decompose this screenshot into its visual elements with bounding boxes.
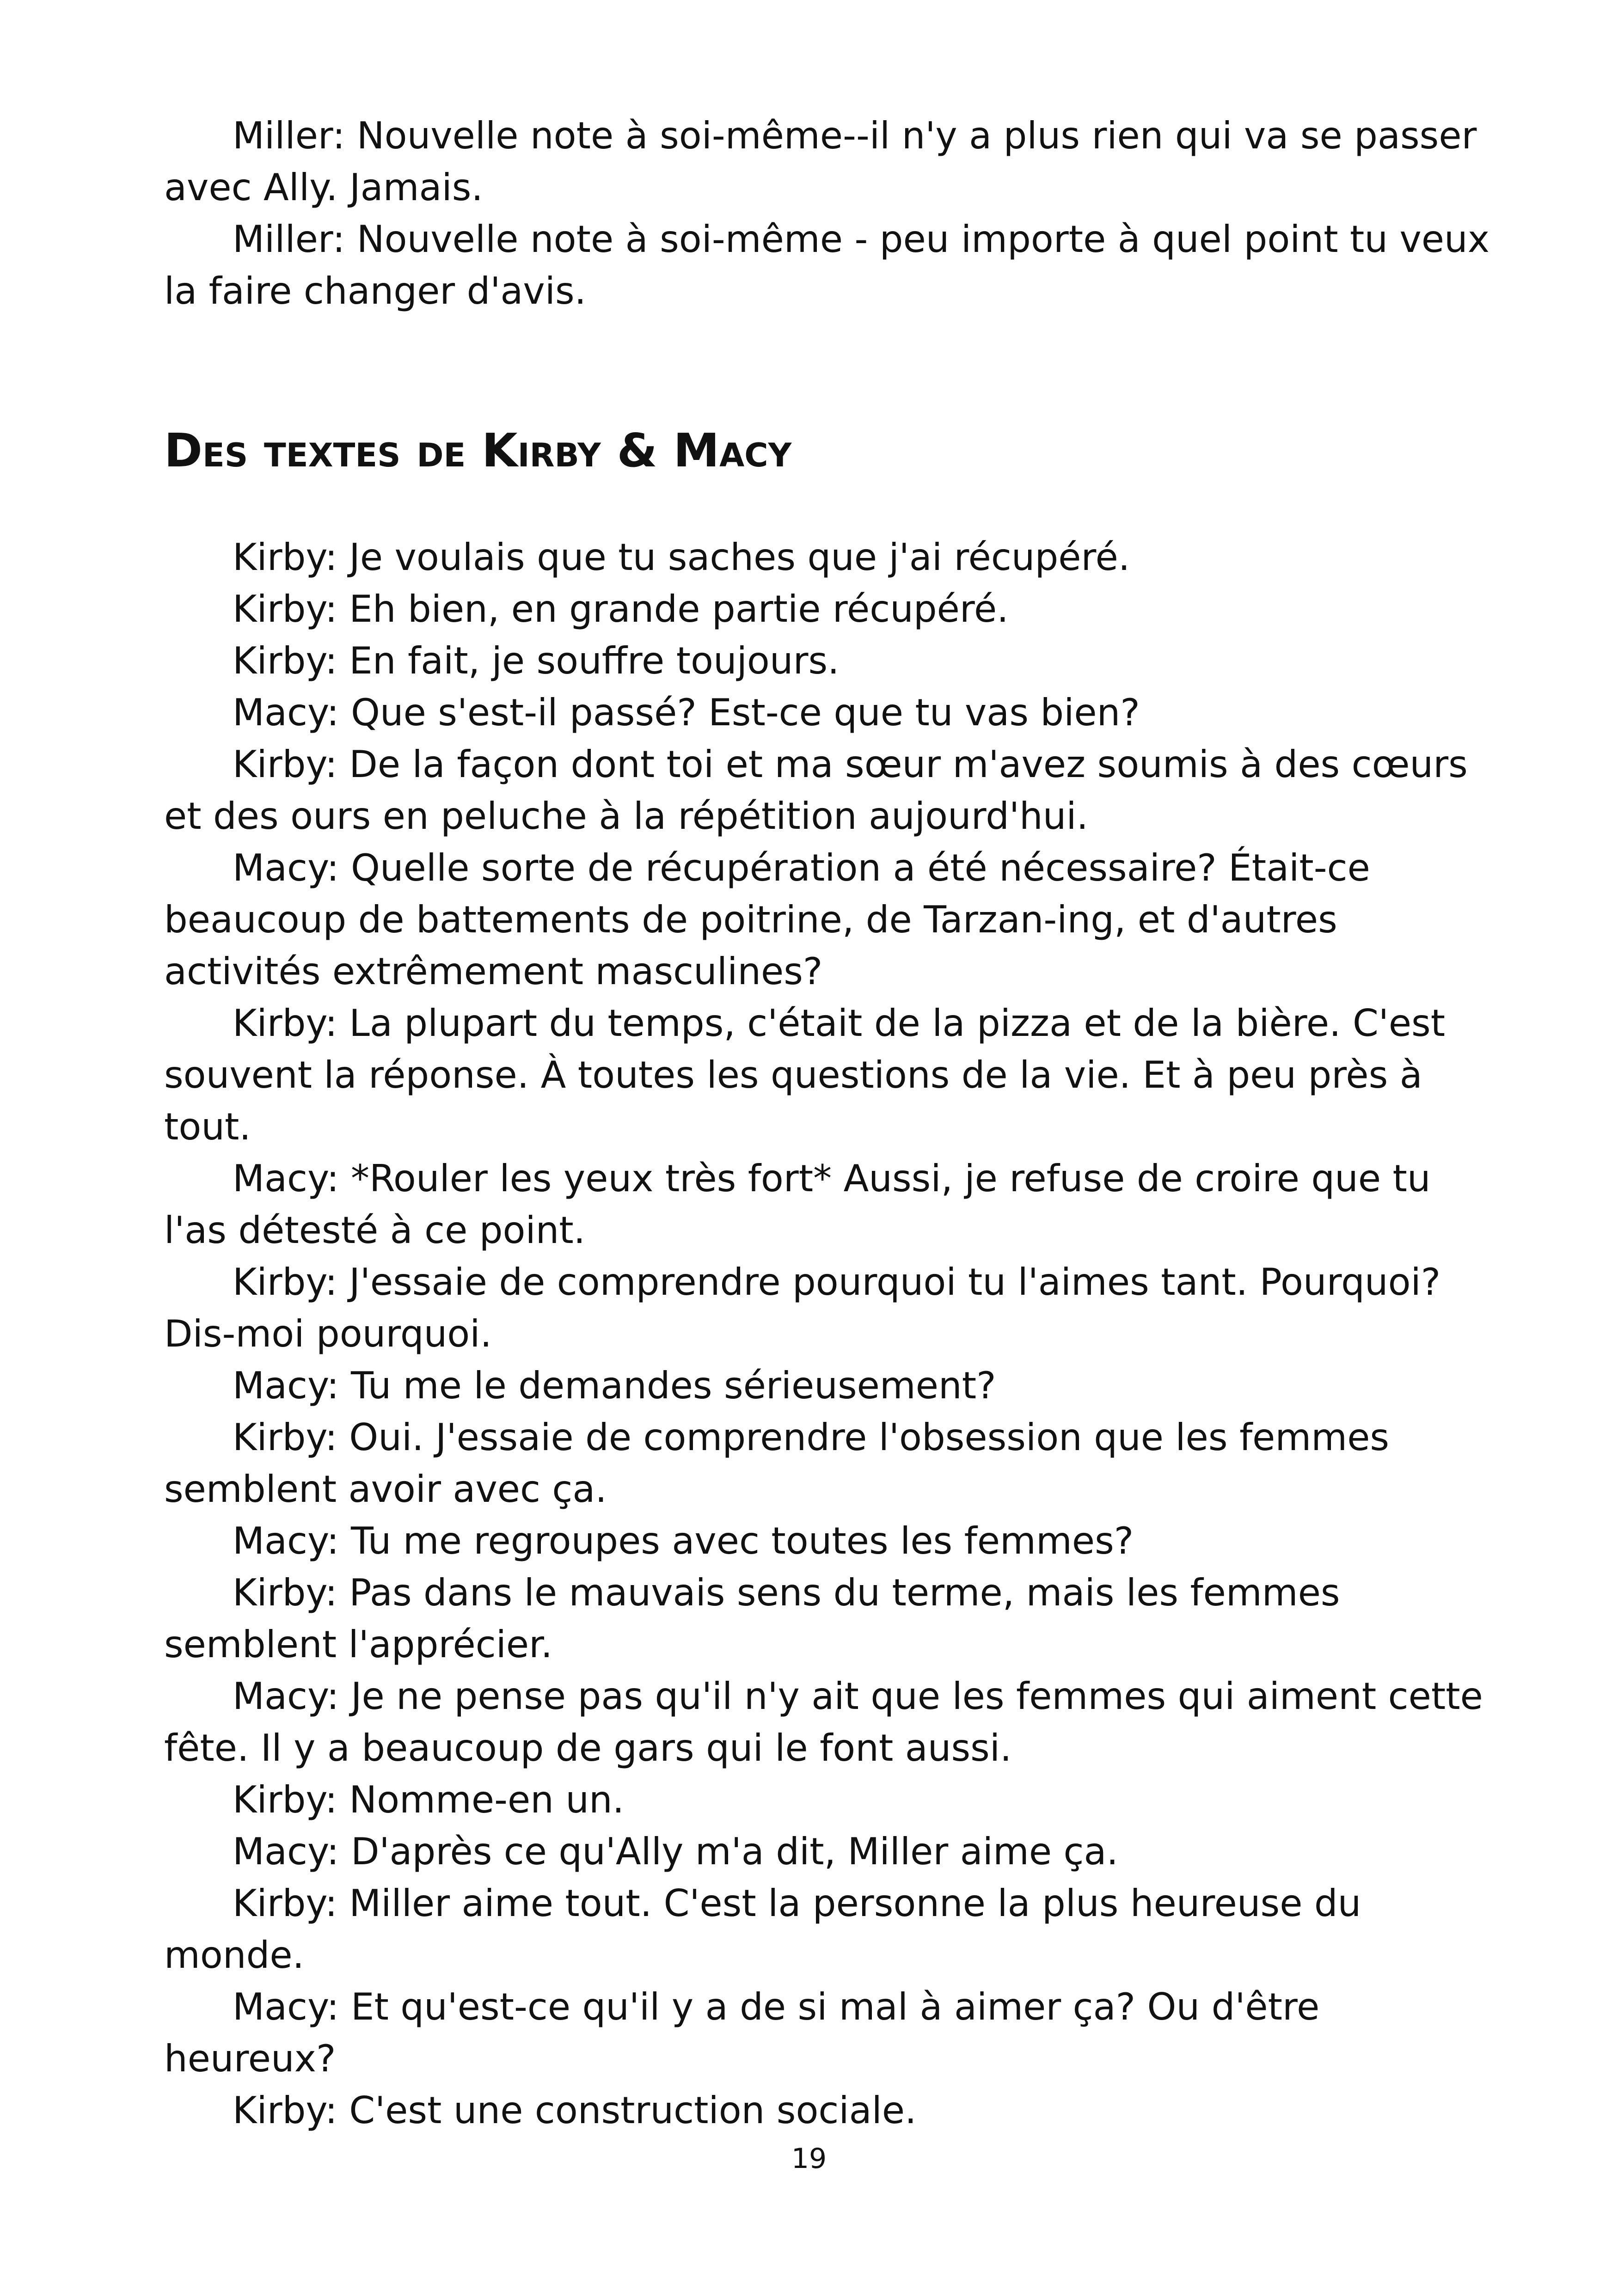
paragraph: Macy: Et qu'est-ce qu'il y a de si mal à aimer ça? Ou d'être heureux? [164, 1985, 1320, 2080]
paragraph: Macy: D'après ce qu'Ally m'a dit, Miller aime ça. [233, 1830, 1118, 1873]
paragraph: Macy: *Rouler les yeux très fort* Aussi, je refuse de croire que tu l'as détesté à ce point. [164, 1157, 1431, 1252]
paragraph: Kirby: Je voulais que tu saches que j'ai récupéré. [233, 536, 1130, 579]
paragraph: Kirby: La plupart du temps, c'était de la pizza et de la bière. C'est souvent la réponse. À toutes les questions de la vie. Et à peu près à tout. [164, 1002, 1446, 1148]
page-number: 19 [791, 2143, 827, 2175]
paragraph: Macy: Je ne pense pas qu'il n'y ait que les femmes qui aiment cette fête. Il y a beaucoup de gars qui le font aussi. [164, 1675, 1483, 1769]
paragraph: Kirby: C'est une construction sociale. [233, 2089, 917, 2132]
paragraph: Macy: Tu me regroupes avec toutes les femmes? [233, 1519, 1134, 1562]
paragraph: Macy: Que s'est-il passé? Est-ce que tu vas bien? [233, 691, 1140, 734]
paragraph: Kirby: J'essaie de comprendre pourquoi tu l'aimes tant. Pourquoi? Dis-moi pourquoi. [164, 1261, 1441, 1355]
paragraph: Kirby: De la façon dont toi et ma sœur m'avez soumis à des cœurs et des ours en peluche à la répétition aujourd'hui. [164, 743, 1468, 838]
paragraph: Kirby: Oui. J'essaie de comprendre l'obsession que les femmes semblent avoir avec ça. [164, 1416, 1390, 1511]
paragraph: Kirby: En fait, je souffre toujours. [233, 639, 840, 682]
paragraph: Miller: Nouvelle note à soi-même--il n'y a plus rien qui va se passer avec Ally. Jamais. [164, 114, 1477, 209]
paragraph: Miller: Nouvelle note à soi-même - peu importe à quel point tu veux la faire changer d'avis. [164, 218, 1490, 312]
paragraph: Kirby: Miller aime tout. C'est la personne la plus heureuse du monde. [164, 1882, 1361, 1977]
section-heading: Des textes de Kirby & Macy [164, 423, 792, 478]
paragraph: Kirby: Eh bien, en grande partie récupéré. [233, 588, 1009, 631]
dialogue-text-block [164, 532, 1500, 2137]
paragraph: Kirby: Pas dans le mauvais sens du terme, mais les femmes semblent l'apprécier. [164, 1571, 1340, 1666]
paragraph: Macy: Tu me le demandes sérieusement? [233, 1364, 996, 1407]
paragraph: Kirby: Nomme-en un. [233, 1778, 625, 1821]
top-text-block [164, 110, 1500, 317]
paragraph: Macy: Quelle sorte de récupération a été nécessaire? Était-ce beaucoup de battements de poitrine, de Tarzan-ing, et d'autres activités extrêmement masculines? [164, 846, 1370, 993]
